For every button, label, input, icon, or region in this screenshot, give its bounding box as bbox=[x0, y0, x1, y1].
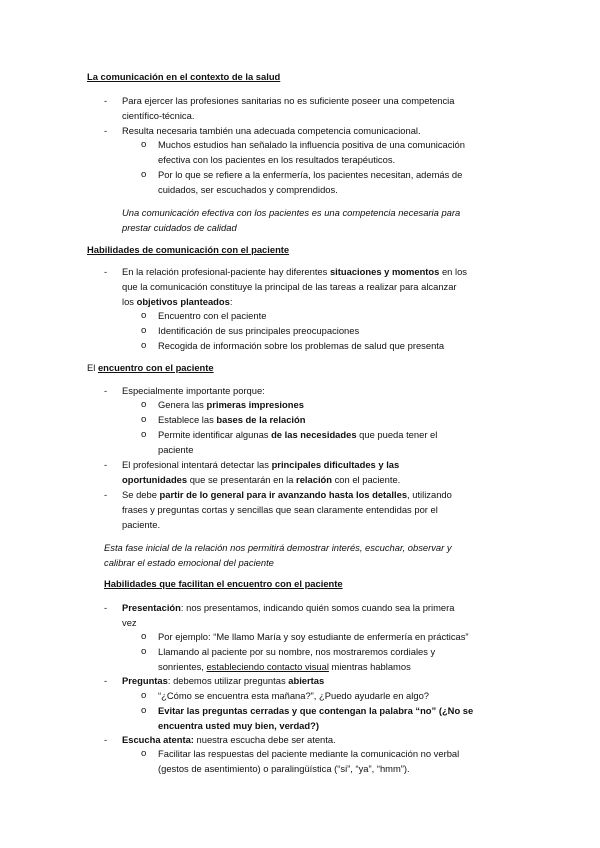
list-item: Llamando al paciente por su nombre, nos mostraremos cordiales y bbox=[158, 646, 436, 657]
section-heading-facilitating-skills: Habilidades que facilitan el encuentro con el paciente bbox=[104, 578, 343, 589]
paragraph-line: Muchos estudios han señalado la influencia positiva de una comunicación bbox=[158, 139, 465, 150]
paragraph-line: frases y preguntas cortas y sencillas que sean claramente entendidas por el bbox=[122, 504, 438, 515]
paragraph-line: oportunidades que se presentarán en la relación con el paciente. bbox=[122, 474, 401, 485]
bullet-circle: o bbox=[141, 139, 147, 150]
bullet-dash: - bbox=[104, 385, 108, 396]
italic-note: prestar cuidados de calidad bbox=[122, 222, 237, 233]
bullet-circle: o bbox=[141, 748, 147, 759]
bullet-circle: o bbox=[141, 690, 147, 701]
paragraph-line: Por lo que se refiere a la enfermería, los pacientes necesitan, además de bbox=[158, 169, 463, 180]
section-heading-communication-skills: Habilidades de comunicación con el paciente bbox=[87, 244, 290, 255]
paragraph-line: En la relación profesional-paciente hay diferentes situaciones y momentos en los bbox=[122, 266, 467, 277]
list-item: encuentra usted muy bien, verdad?) bbox=[158, 720, 319, 731]
paragraph-line: El profesional intentará detectar las principales dificultades y las bbox=[122, 459, 400, 470]
bullet-dash: - bbox=[104, 734, 108, 745]
paragraph-line: que la comunicación constituye la principal de las tareas a realizar para alcanzar bbox=[122, 281, 457, 292]
section-heading-patient-encounter: El encuentro con el paciente bbox=[87, 362, 214, 373]
paragraph-line: efectiva con los pacientes en los resultados terapéuticos. bbox=[158, 154, 396, 165]
list-item: (gestos de asentimiento) o paralingüística (“si”, “ya”, “hmm”). bbox=[158, 763, 410, 774]
bullet-dash: - bbox=[104, 675, 108, 686]
list-item: Recogida de información sobre los problemas de salud que presenta bbox=[158, 340, 445, 351]
bullet-dash: - bbox=[104, 489, 108, 500]
bullet-circle: o bbox=[141, 325, 147, 336]
bullet-dash: - bbox=[104, 602, 108, 613]
list-item: “¿Cómo se encuentra esta mañana?”, ¿Puedo ayudarle en algo? bbox=[158, 690, 429, 701]
paragraph-line: Especialmente importante porque: bbox=[122, 385, 265, 396]
bullet-circle: o bbox=[141, 399, 147, 410]
bullet-dash: - bbox=[104, 266, 108, 277]
bullet-dash: - bbox=[104, 459, 108, 470]
list-item: Establece las bases de la relación bbox=[158, 414, 306, 425]
paragraph-line: los objetivos planteados: bbox=[122, 296, 233, 307]
paragraph-line: Preguntas: debemos utilizar preguntas abiertas bbox=[122, 675, 325, 686]
bullet-circle: o bbox=[141, 310, 147, 321]
list-item: Permite identificar algunas de las necesidades que pueda tener el bbox=[158, 429, 438, 440]
list-item: Evitar las preguntas cerradas y que contengan la palabra “no” (¿No se bbox=[158, 705, 474, 716]
paragraph-line: Presentación: nos presentamos, indicando quién somos cuando sea la primera bbox=[122, 602, 455, 613]
bullet-circle: o bbox=[141, 340, 147, 351]
paragraph-line: Resulta necesaria también una adecuada competencia comunicacional. bbox=[122, 125, 421, 136]
paragraph-line: Escucha atenta: nuestra escucha debe ser atenta. bbox=[122, 734, 336, 745]
paragraph-line: Se debe partir de lo general para ir avanzando hasta los detalles, utilizando bbox=[122, 489, 452, 500]
bullet-circle: o bbox=[141, 646, 147, 657]
section-heading-communication-health: La comunicación en el contexto de la salud bbox=[87, 71, 281, 82]
list-item: Por ejemplo: “Me llamo María y soy estudiante de enfermería en prácticas” bbox=[158, 631, 469, 642]
list-item: Encuentro con el paciente bbox=[158, 310, 267, 321]
list-item: paciente bbox=[158, 444, 194, 455]
paragraph-line: paciente. bbox=[122, 519, 161, 530]
paragraph-line: Para ejercer las profesiones sanitarias no es suficiente poseer una competencia bbox=[122, 95, 455, 106]
list-item: Genera las primeras impresiones bbox=[158, 399, 304, 410]
paragraph-line: científico-técnica. bbox=[122, 110, 195, 121]
italic-note: Esta fase inicial de la relación nos permitirá demostrar interés, escuchar, observar y bbox=[104, 542, 452, 553]
bullet-dash: - bbox=[104, 125, 108, 136]
bullet-circle: o bbox=[141, 169, 147, 180]
bullet-circle: o bbox=[141, 414, 147, 425]
bullet-circle: o bbox=[141, 631, 147, 642]
list-item: Identificación de sus principales preocupaciones bbox=[158, 325, 360, 336]
list-item: sonrientes, estableciendo contacto visual mientras hablamos bbox=[158, 661, 411, 672]
italic-note: Una comunicación efectiva con los pacientes es una competencia necesaria para bbox=[122, 207, 461, 218]
bullet-circle: o bbox=[141, 705, 147, 716]
paragraph-line: cuidados, ser escuchados y comprendidos. bbox=[158, 184, 338, 195]
bullet-circle: o bbox=[141, 429, 147, 440]
paragraph-line: vez bbox=[122, 617, 137, 628]
italic-note: calibrar el estado emocional del paciente bbox=[104, 557, 274, 568]
list-item: Facilitar las respuestas del paciente mediante la comunicación no verbal bbox=[158, 748, 460, 759]
bullet-dash: - bbox=[104, 95, 108, 106]
